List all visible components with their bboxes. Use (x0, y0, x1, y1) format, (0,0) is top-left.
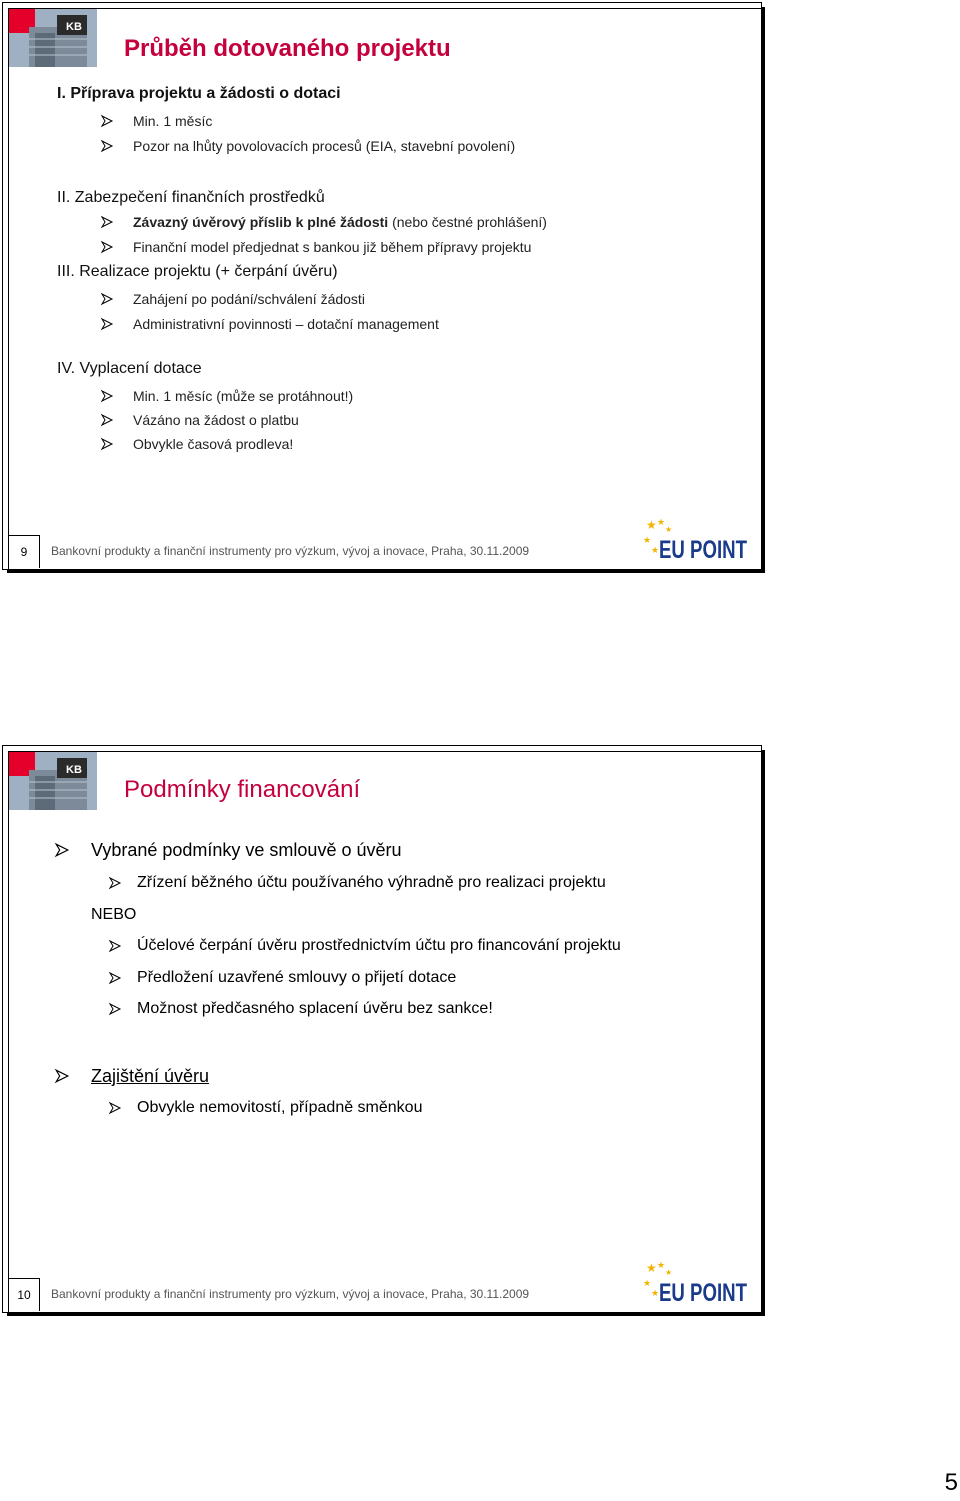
list-item-text: Administrativní povinnosti – dotační management (133, 316, 439, 332)
arrow-bullet-icon (55, 843, 69, 857)
arrow-bullet-icon (101, 414, 113, 426)
list-item-text (133, 214, 547, 230)
slide-shadow (762, 7, 765, 573)
arrow-bullet-icon (101, 216, 113, 228)
arrow-bullet-icon (109, 1102, 121, 1114)
arrow-bullet-icon (101, 293, 113, 305)
svg-text:★: ★ (665, 1268, 673, 1277)
svg-text:★: ★ (646, 1261, 657, 1275)
arrow-bullet-icon (55, 1069, 69, 1083)
slide-footer: Bankovní produkty a finanční instrumenty pro výzkum, vývoj a inovace, Praha, 30.11.2009 (51, 544, 530, 558)
svg-text:KB: KB (66, 764, 82, 776)
list-item-rest: (nebo čestné prohlášení) (388, 214, 547, 230)
slide-shadow (7, 570, 765, 573)
slide-frame (8, 751, 761, 1312)
eu-point-logo-text: EU POINT (659, 1279, 747, 1307)
document-page-number: 5 (944, 1469, 958, 1496)
section-heading: I. Příprava projektu a žádosti o dotaci (57, 85, 341, 102)
list-item-text: Zřízení běžného účtu používaného výhradně pro realizaci projektu (137, 874, 606, 891)
svg-text:★: ★ (646, 518, 657, 532)
arrow-bullet-icon (109, 940, 121, 952)
svg-text:★: ★ (643, 1279, 652, 1289)
kb-logo (9, 752, 97, 810)
list-item-text: Obvykle časová prodleva! (133, 436, 294, 452)
svg-text:★: ★ (665, 525, 673, 534)
slide-footer: Bankovní produkty a finanční instrumenty pro výzkum, vývoj a inovace, Praha, 30.11.2009 (51, 1287, 530, 1301)
arrow-bullet-icon (101, 390, 113, 402)
arrow-bullet-icon (109, 877, 121, 889)
list-item-text: Možnost předčasného splacení úvěru bez sankce! (137, 1000, 493, 1017)
arrow-bullet-icon (101, 241, 113, 253)
list-item-text: Pozor na lhůty povolovacích procesů (EIA, stavební povolení) (133, 138, 516, 154)
list-item-text: Zahájení po podání/schválení žádosti (133, 291, 365, 307)
list-item-text: Účelové čerpání úvěru prostřednictvím účtu pro financování projektu (137, 937, 621, 954)
list-item-text: Předložení uzavřené smlouvy o přijetí dotace (137, 969, 457, 986)
slide-9 (2, 2, 762, 570)
slide-shadow (7, 1313, 765, 1316)
list-heading-text: Vybrané podmínky ve smlouvě o úvěru (91, 840, 402, 860)
list-item-text: Min. 1 měsíc (může se protáhnout!) (133, 388, 354, 404)
slide-shadow (762, 750, 765, 1316)
eu-point-logo (643, 1260, 753, 1307)
section-heading: III. Realizace projektu (+ čerpání úvěru) (57, 263, 338, 280)
list-item-text: Vázáno na žádost o platbu (133, 412, 299, 428)
or-label: NEBO (91, 906, 137, 923)
arrow-bullet-icon (101, 318, 113, 330)
arrow-bullet-icon (109, 972, 121, 984)
svg-text:★: ★ (657, 1261, 666, 1271)
arrow-bullet-icon (109, 1003, 121, 1015)
list-item-text: Finanční model předjednat s bankou již během přípravy projektu (133, 239, 532, 255)
section-heading: II. Zabezpečení finančních prostředků (57, 189, 325, 206)
svg-text:★: ★ (651, 1289, 660, 1299)
svg-text:★: ★ (651, 546, 660, 556)
slide-title: Podmínky financování (124, 776, 361, 803)
arrow-bullet-icon (101, 438, 113, 450)
eu-point-logo-text: EU POINT (659, 536, 747, 564)
slide-number: 10 (9, 1278, 40, 1311)
svg-text:★: ★ (643, 536, 652, 546)
svg-text:KB: KB (66, 21, 82, 33)
list-item-bold: Závazný úvěrový příslib k plné žádosti (133, 214, 389, 230)
section-heading: IV. Vyplacení dotace (57, 360, 202, 377)
svg-text:★: ★ (657, 518, 666, 528)
slide-10 (2, 745, 762, 1313)
eu-point-logo (643, 517, 753, 564)
kb-logo (9, 9, 97, 67)
list-item-text: Obvykle nemovitostí, případně směnkou (137, 1099, 423, 1116)
list-heading-text: Zajištění úvěru (91, 1066, 210, 1086)
slide-title: Průběh dotovaného projektu (124, 35, 451, 62)
arrow-bullet-icon (101, 140, 113, 152)
list-item-text: Min. 1 měsíc (133, 113, 213, 129)
arrow-bullet-icon (101, 115, 113, 127)
slide-number: 9 (9, 535, 40, 568)
